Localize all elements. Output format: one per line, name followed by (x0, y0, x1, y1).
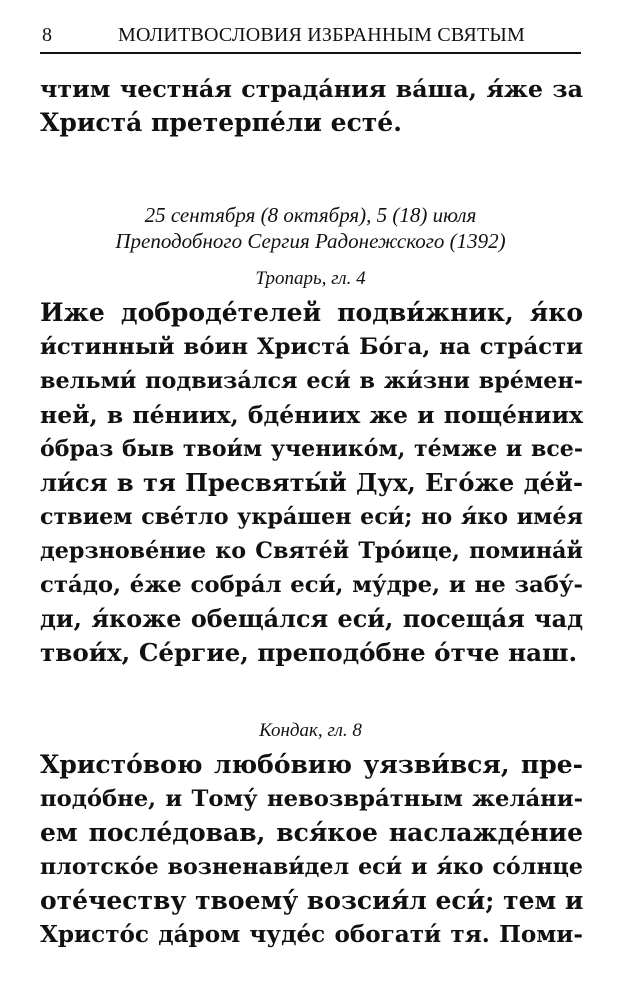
text-line: плотско́е возненави́дел еси́ и я́ко со́лнце (40, 854, 583, 880)
text-line: вельми́ подвиза́лся еси́ в жи́зни вре́мен- (40, 368, 583, 394)
running-header (40, 22, 581, 54)
troparion-heading: Тропарь, гл. 4 (255, 268, 366, 289)
text-line: твои́х, Се́ргие, преподо́бне о́тче наш. (40, 638, 578, 667)
text-line: о́браз быв твои́м ученико́м, те́мже и все- (40, 436, 583, 462)
text-line: подо́бне, и Тому́ невозвра́тным жела́ни- (40, 786, 583, 812)
text-line: ем после́довав, вся́кое наслажде́ние (40, 818, 583, 847)
saint-name: Преподобного Сергия Радонежского (1392) (115, 229, 506, 253)
kontakion-text (40, 748, 583, 952)
text-line: Христа́ претерпе́ли есте́. (40, 108, 402, 137)
page-number: 8 (42, 24, 52, 46)
kontakion-heading: Кондак, гл. 8 (259, 720, 362, 741)
saint-caption (40, 202, 581, 254)
text-line: Христо́вою любо́вию уязви́вся, пре- (40, 750, 583, 779)
text-line: ли́ся в тя Пресвяты́й Дух, Его́же де́й- (40, 468, 583, 497)
text-line: и́стинный во́ин Христа́ Бо́га, на стра́сти (40, 334, 583, 360)
text-line: Христо́с да́ром чуде́с обогати́ тя. Поми- (40, 921, 583, 948)
text-line: ней, в пе́ниих, бде́ниих же и поще́ниих (40, 401, 583, 429)
feast-date: 25 сентября (8 октября), 5 (18) июля (144, 203, 477, 227)
text-line: Иже доброде́телей подви́жник, я́ко (40, 298, 583, 327)
text-line: ста́до, е́же собра́л еси́, му́дре, и не забу́- (40, 572, 583, 598)
text-line: ствием све́тло укра́шен еси́; но я́ко име́я (40, 504, 583, 530)
text-line: оте́честву твоему́ возсия́л еси́; тем и (40, 886, 584, 915)
text-line: чтим честна́я страда́ния ва́ша, я́же за (40, 75, 583, 103)
text-line: дерзнове́ние ко Святе́й Тро́ице, помина́й (40, 538, 583, 564)
intro-paragraph (40, 72, 583, 140)
running-title: МОЛИТВОСЛОВИЯ ИЗБРАННЫМ СВЯТЫМ (118, 24, 525, 46)
troparion-text (40, 296, 583, 670)
text-line: ди, я́коже обеща́лся еси́, посеща́я чад (40, 605, 583, 633)
